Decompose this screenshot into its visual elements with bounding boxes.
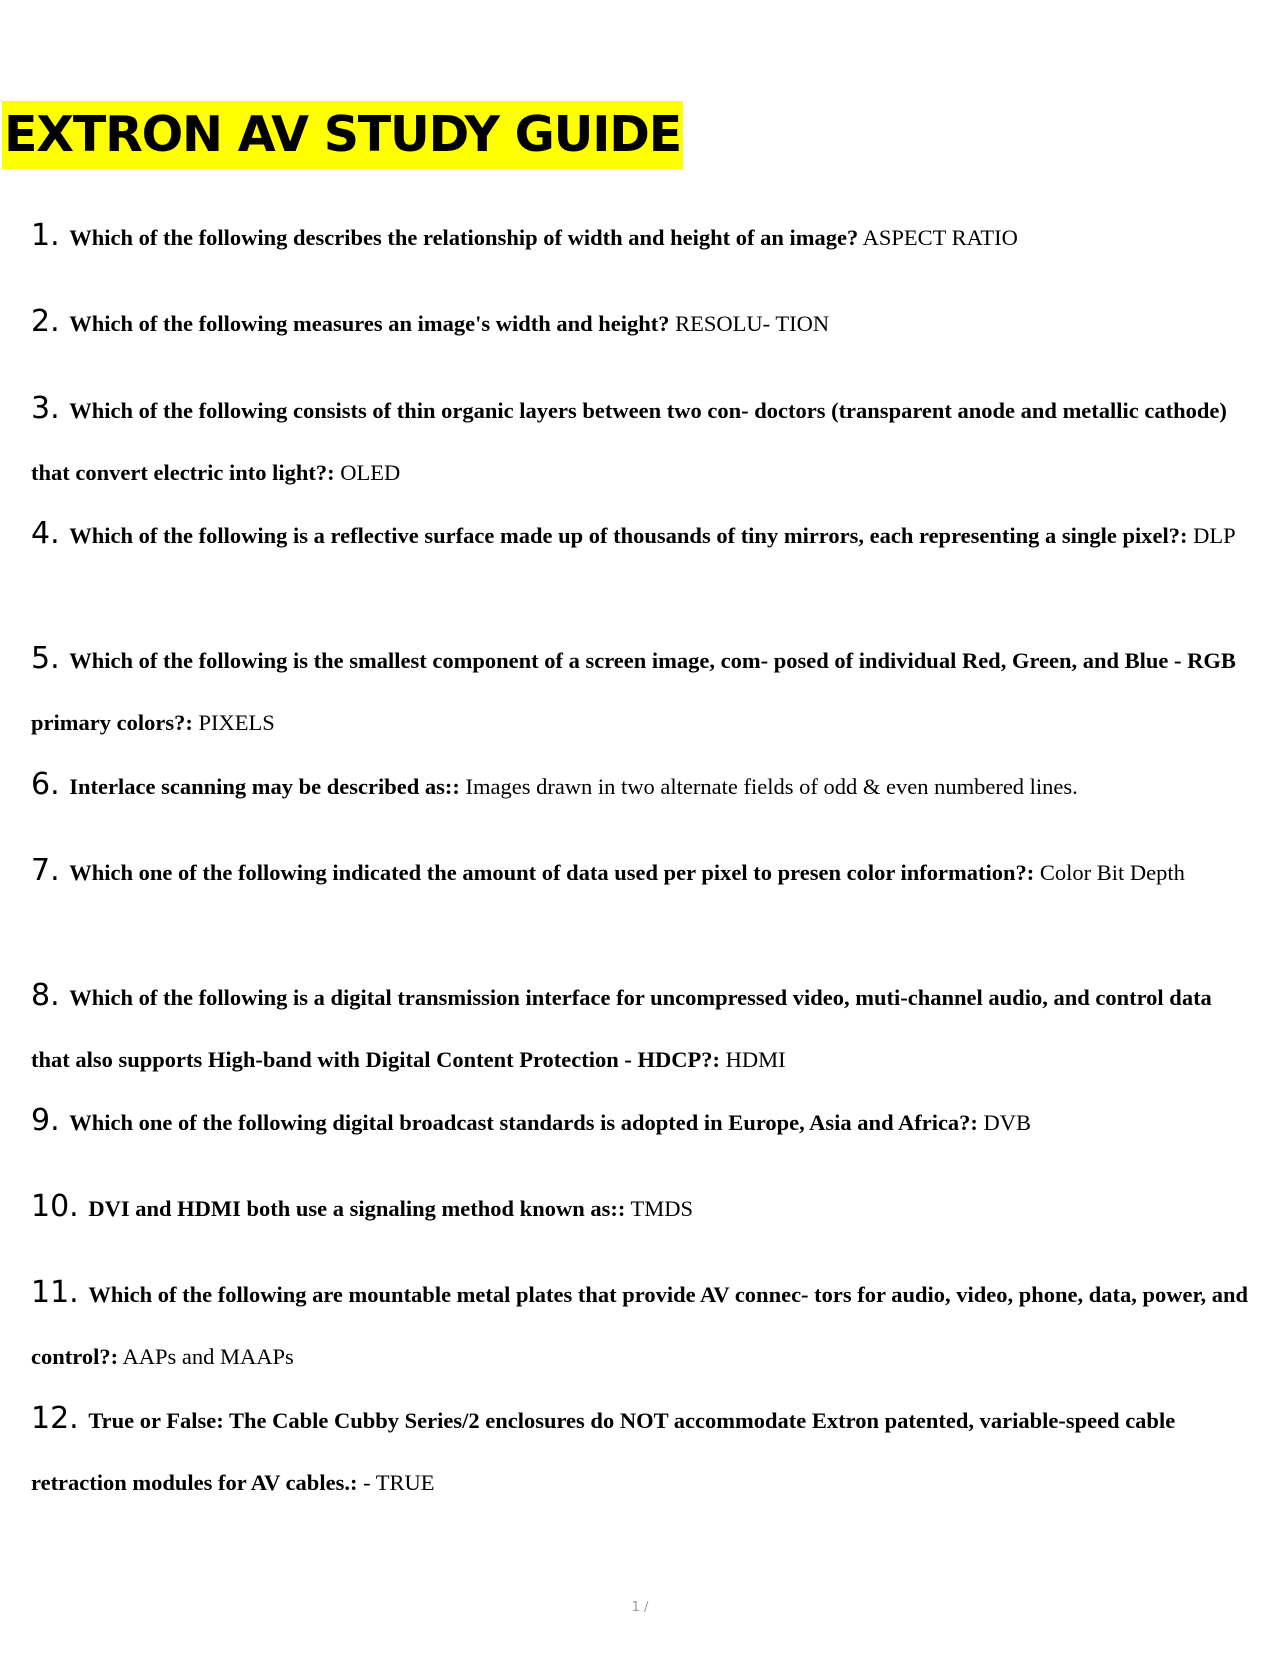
qa-item xyxy=(31,1388,1251,1514)
qa-item xyxy=(31,754,1251,818)
qa-item xyxy=(31,205,1251,269)
item-number: 5. xyxy=(31,641,60,676)
qa-item xyxy=(31,1176,1251,1240)
qa-item xyxy=(31,840,1251,904)
question-text: True or False: The Cable Cubby Series/2 enclosures do NOT accommodate Extron patented, variable-speed cable retraction modules for AV cables.: xyxy=(31,1408,1176,1495)
question-text: Which of the following is the smallest component of a screen image, com- posed of individual Red, Green, and Blue - RGB primary colors?: xyxy=(31,648,1236,735)
page-indicator: 1 / xyxy=(631,1600,649,1615)
qa-item xyxy=(31,503,1251,567)
answer-text: DVB xyxy=(977,1110,1032,1135)
answer-text: Images drawn in two alternate fields of odd & even numbered lines. xyxy=(459,774,1078,799)
answer-text: DLP xyxy=(1187,523,1236,548)
item-number: 12. xyxy=(31,1401,79,1436)
item-number: 6. xyxy=(31,767,60,802)
qa-item xyxy=(31,1262,1251,1388)
item-number: 1. xyxy=(31,218,60,253)
qa-item xyxy=(31,965,1251,1091)
qa-item xyxy=(31,291,1251,355)
answer-text: TMDS xyxy=(625,1196,694,1221)
item-number: 7. xyxy=(31,853,60,888)
answer-text: AAPs and MAAPs xyxy=(118,1344,294,1369)
question-text: Which of the following is a digital transmission interface for uncompressed video, muti-channel audio, and control data that also supports High-band with Digital Content Protection - HDCP?: xyxy=(31,985,1212,1072)
item-number: 11. xyxy=(31,1275,79,1310)
question-text: Which one of the following indicated the amount of data used per pixel to presen color information?: xyxy=(69,860,1035,885)
answer-text: - TRUE xyxy=(357,1470,435,1495)
question-text: Which of the following measures an image's width and height? xyxy=(69,311,670,336)
item-number: 2. xyxy=(31,304,60,339)
item-number: 3. xyxy=(31,391,60,426)
title-highlight xyxy=(2,101,683,169)
item-number: 9. xyxy=(31,1103,60,1138)
answer-text: RESOLU- TION xyxy=(669,311,830,336)
question-text: Which one of the following digital broadcast standards is adopted in Europe, Asia and Africa?: xyxy=(69,1110,978,1135)
answer-text: OLED xyxy=(334,460,401,485)
question-text: Which of the following are mountable metal plates that provide AV connec- tors for audio, video, phone, data, power, and control?: xyxy=(31,1282,1248,1369)
answer-text: ASPECT RATIO xyxy=(858,225,1018,250)
question-text: Which of the following consists of thin organic layers between two con- doctors (transparent anode and metallic cathode) that convert electric into light?: xyxy=(31,398,1227,485)
item-number: 8. xyxy=(31,978,60,1013)
qa-item xyxy=(31,378,1251,504)
qa-item xyxy=(31,628,1251,754)
answer-text: PIXELS xyxy=(192,710,275,735)
question-text: Which of the following describes the relationship of width and height of an image? xyxy=(69,225,859,250)
question-text: Interlace scanning may be described as:: xyxy=(69,774,460,799)
item-number: 4. xyxy=(31,516,60,551)
item-number: 10. xyxy=(31,1189,79,1224)
page-title: EXTRON AV STUDY GUIDE xyxy=(4,106,682,163)
qa-item xyxy=(31,1090,1251,1154)
question-text: Which of the following is a reflective surface made up of thousands of tiny mirrors, each representing a single pixel?: xyxy=(69,523,1188,548)
answer-text: HDMI xyxy=(720,1047,786,1072)
question-text: DVI and HDMI both use a signaling method known as:: xyxy=(88,1196,626,1221)
answer-text: Color Bit Depth xyxy=(1034,860,1185,885)
